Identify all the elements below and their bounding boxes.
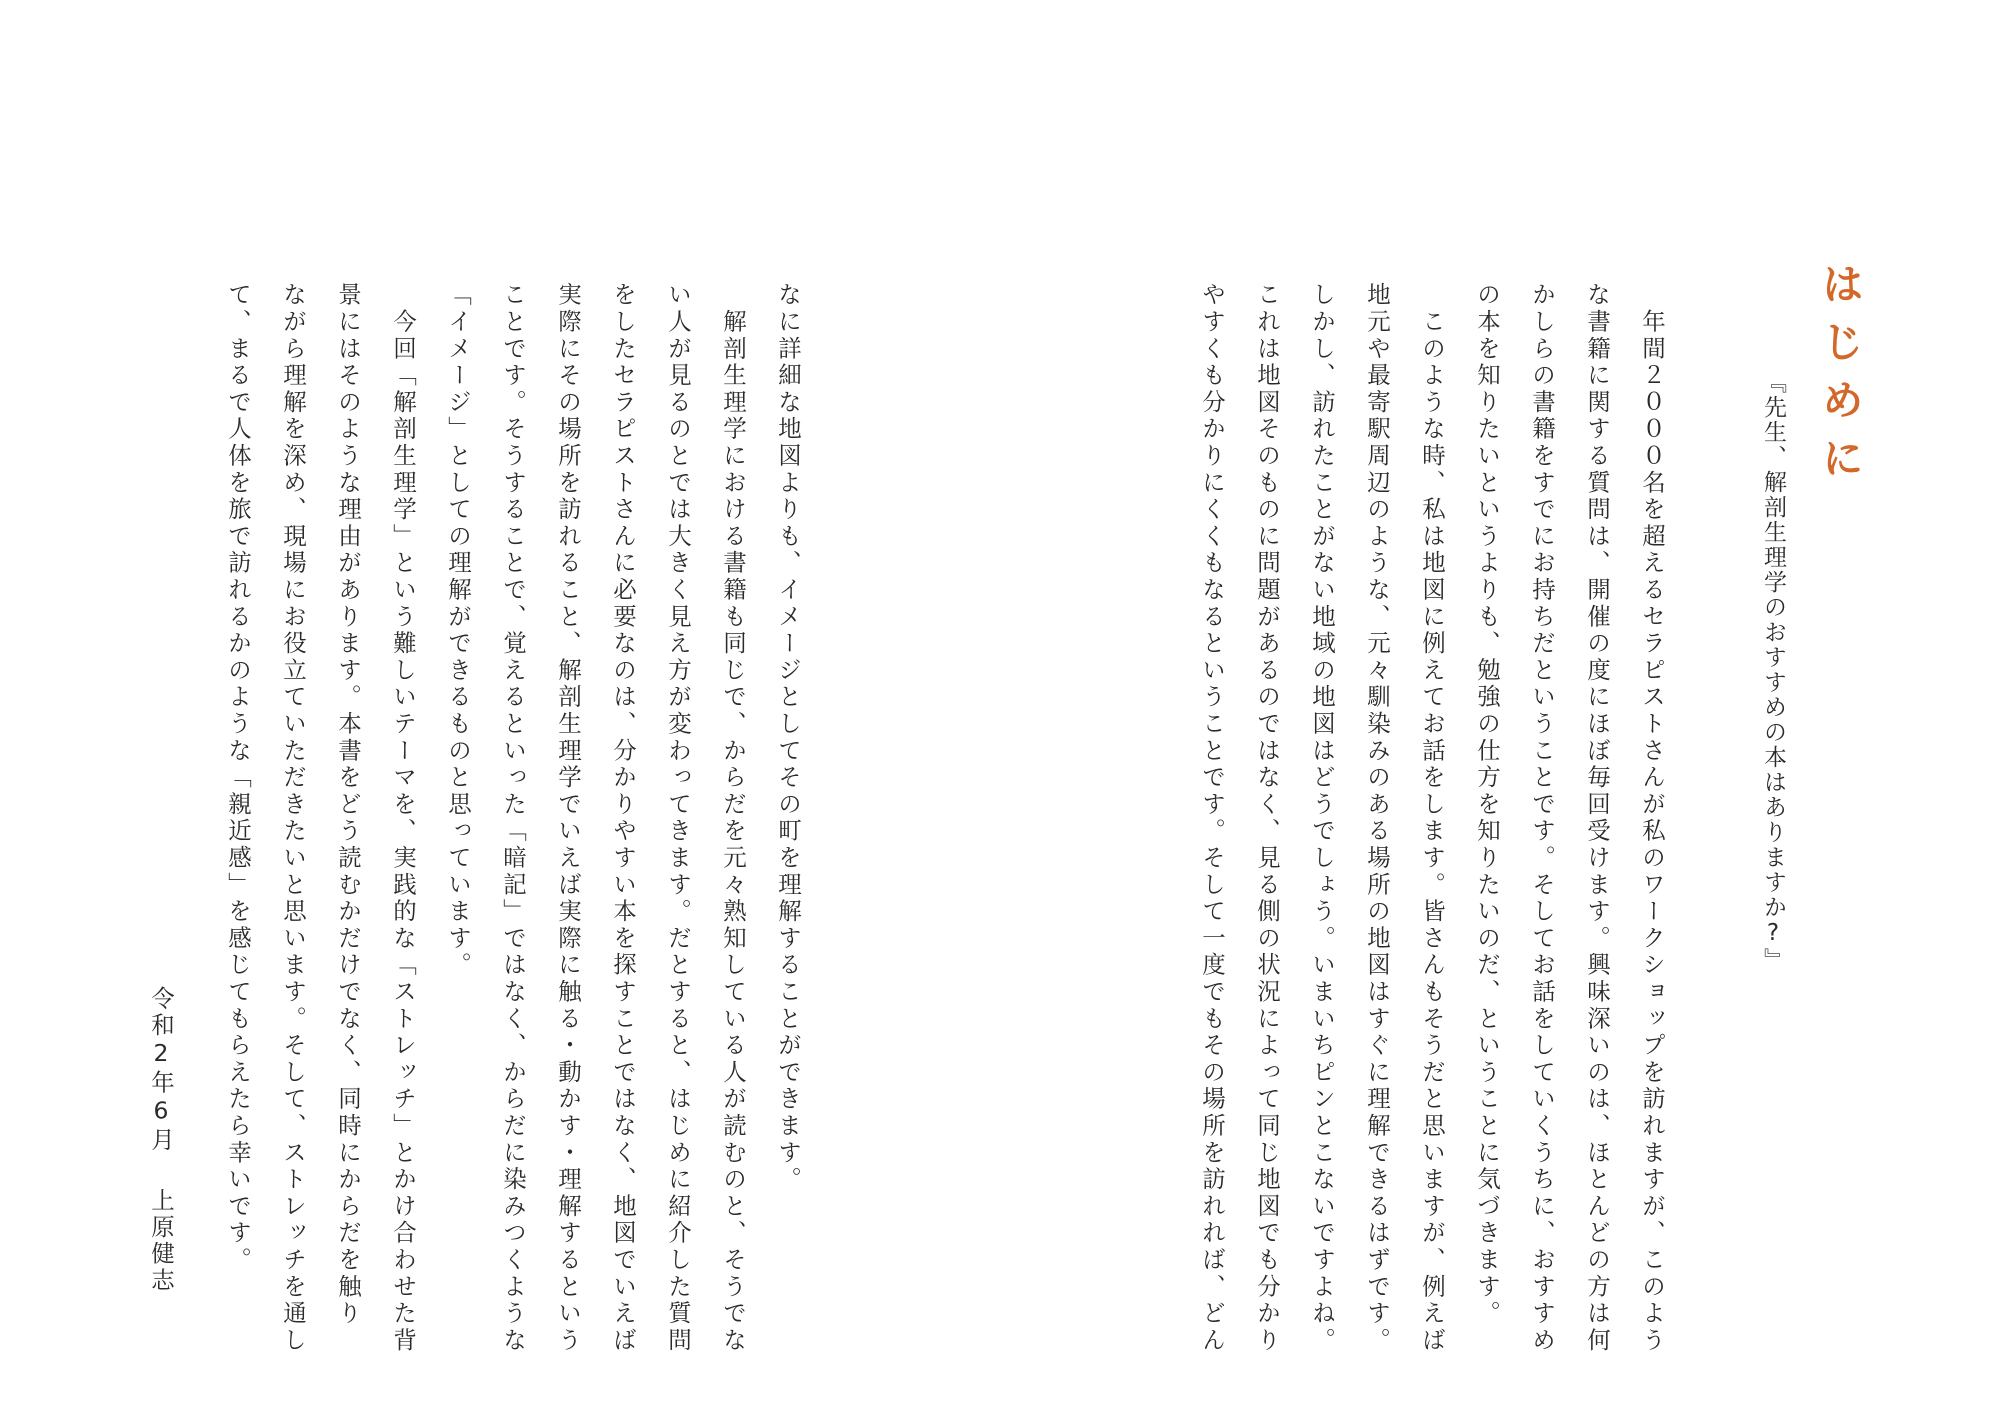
signature [144, 986, 178, 1294]
body-line: 「イメージ」としての理解ができるものと思っています。 [444, 282, 472, 979]
body-line: なに詳細な地図よりも、イメージとしてその町を理解することができます。 [774, 282, 802, 1194]
body-line: ことです。そうすることで、覚えるといった「暗記」ではなく、からだに染みつくような [499, 282, 527, 1354]
right-page-body [1184, 282, 1679, 1354]
body-line: かしらの書籍をすでにお持ちだということです。そしてお話をしていくうちに、おすすめ [1528, 282, 1556, 1354]
page-title: はじめに [1816, 262, 1865, 494]
body-line: やすくも分かりにくくもなるということです。そして一度でもその場所を訪れれば、どん [1198, 282, 1226, 1354]
body-line: な書籍に関する質問は、開催の度にほぼ毎回受けます。興味深いのは、ほとんどの方は何 [1583, 282, 1611, 1354]
body-line: て、まるで人体を旅で訪れるかのような「親近感」を感じてもらえたら幸いです。 [224, 282, 252, 1274]
body-line: 地元や最寄駅周辺のような、元々馴染みのある場所の地図はすぐに理解できるはずです。 [1363, 282, 1391, 1354]
body-line: 景にはそのような理由があります。本書をどう読むかだけでなく、同時にからだを触り [334, 282, 362, 1328]
left-page-body [210, 282, 815, 1354]
body-line: このような時、私は地図に例えてお話をします。皆さんもそうだと思いますが、例えば [1418, 282, 1446, 1354]
body-line: ながら理解を深め、現場にお役立ていただきたいと思います。そして、ストレッチを通し [279, 282, 307, 1354]
body-line: の本を知りたいというよりも、勉強の仕方を知りたいのだ、ということに気づきます。 [1473, 282, 1501, 1328]
body-line: これは地図そのものに問題があるのではなく、見る側の状況によって同じ地図でも分かり [1253, 282, 1281, 1354]
subtitle-question: 『先生、解剖生理学のおすすめの本はありますか?』 [1760, 370, 1786, 973]
body-line: をしたセラピストさんに必要なのは、分かりやすい本を探すことではなく、地図でいえば [609, 282, 637, 1354]
body-line: 解剖生理学における書籍も同じで、からだを元々熟知している人が読むのと、そうでな [719, 282, 747, 1354]
body-line: しかし、訪れたことがない地域の地図はどうでしょう。いまいちピンとこないですよね。 [1308, 282, 1336, 1354]
body-line: 今回「解剖生理学」という難しいテーマを、実践的な「ストレッチ」とかけ合わせた背 [389, 282, 417, 1354]
signature-author: 上原健志 [147, 1188, 175, 1294]
body-line: い人が見るのとでは大きく見え方が変わってきます。だとすると、はじめに紹介した質問 [664, 282, 692, 1354]
body-line: 年間２０００名を超えるセラピストさんが私のワークショップを訪れますが、このよう [1638, 282, 1666, 1354]
body-line: 実際にその場所を訪れること、解剖生理学でいえば実際に触る・動かす・理解するという [554, 282, 582, 1354]
signature-date: 令和2年6月 [147, 986, 175, 1154]
